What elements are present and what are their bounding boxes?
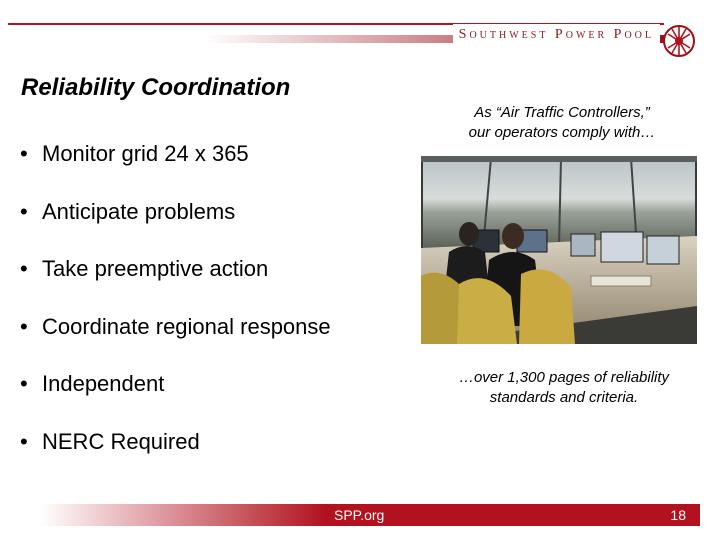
footer-bar bbox=[8, 504, 700, 526]
header-bar bbox=[0, 14, 720, 44]
caption-top bbox=[432, 103, 692, 143]
caption-top-line-1: As “Air Traffic Controllers,” bbox=[474, 104, 650, 121]
brand-name: Southwest Power Pool bbox=[453, 24, 660, 46]
control-room-photo bbox=[421, 156, 697, 344]
bullet-marker: • bbox=[20, 313, 28, 339]
caption-top-line-2: our operators comply with… bbox=[468, 124, 656, 141]
footer-gradient bbox=[8, 504, 326, 526]
bullet-text: Take preemptive action bbox=[42, 256, 269, 281]
bullet-item bbox=[20, 307, 331, 365]
bullet-item bbox=[20, 134, 331, 192]
bullet-text: NERC Required bbox=[42, 428, 200, 454]
bullet-item bbox=[20, 422, 331, 480]
bullet-marker: • bbox=[20, 371, 28, 396]
bullet-item bbox=[20, 249, 331, 307]
bullet-marker: • bbox=[20, 428, 28, 454]
bullet-marker: • bbox=[20, 256, 28, 281]
bullet-text: Monitor grid 24 x 365 bbox=[42, 141, 249, 166]
spp-lattice-logo-icon bbox=[662, 24, 696, 58]
bullet-marker: • bbox=[20, 141, 28, 166]
caption-bottom-line-1: …over 1,300 pages of reliability bbox=[458, 369, 670, 386]
bullet-item bbox=[20, 192, 331, 250]
bullet-text: Anticipate problems bbox=[42, 198, 236, 224]
bullet-list bbox=[20, 134, 331, 479]
slide-title: Reliability Coordination bbox=[21, 74, 291, 101]
caption-bottom-line-2: standards and criteria. bbox=[489, 389, 639, 406]
caption-bottom bbox=[434, 368, 694, 408]
page-number: 18 bbox=[670, 507, 686, 523]
bullet-marker: • bbox=[20, 198, 28, 224]
bullet-text: Independent bbox=[42, 371, 165, 396]
bullet-text: Coordinate regional response bbox=[42, 313, 331, 339]
footer-url: SPP.org bbox=[334, 507, 385, 523]
bullet-item bbox=[20, 364, 331, 422]
